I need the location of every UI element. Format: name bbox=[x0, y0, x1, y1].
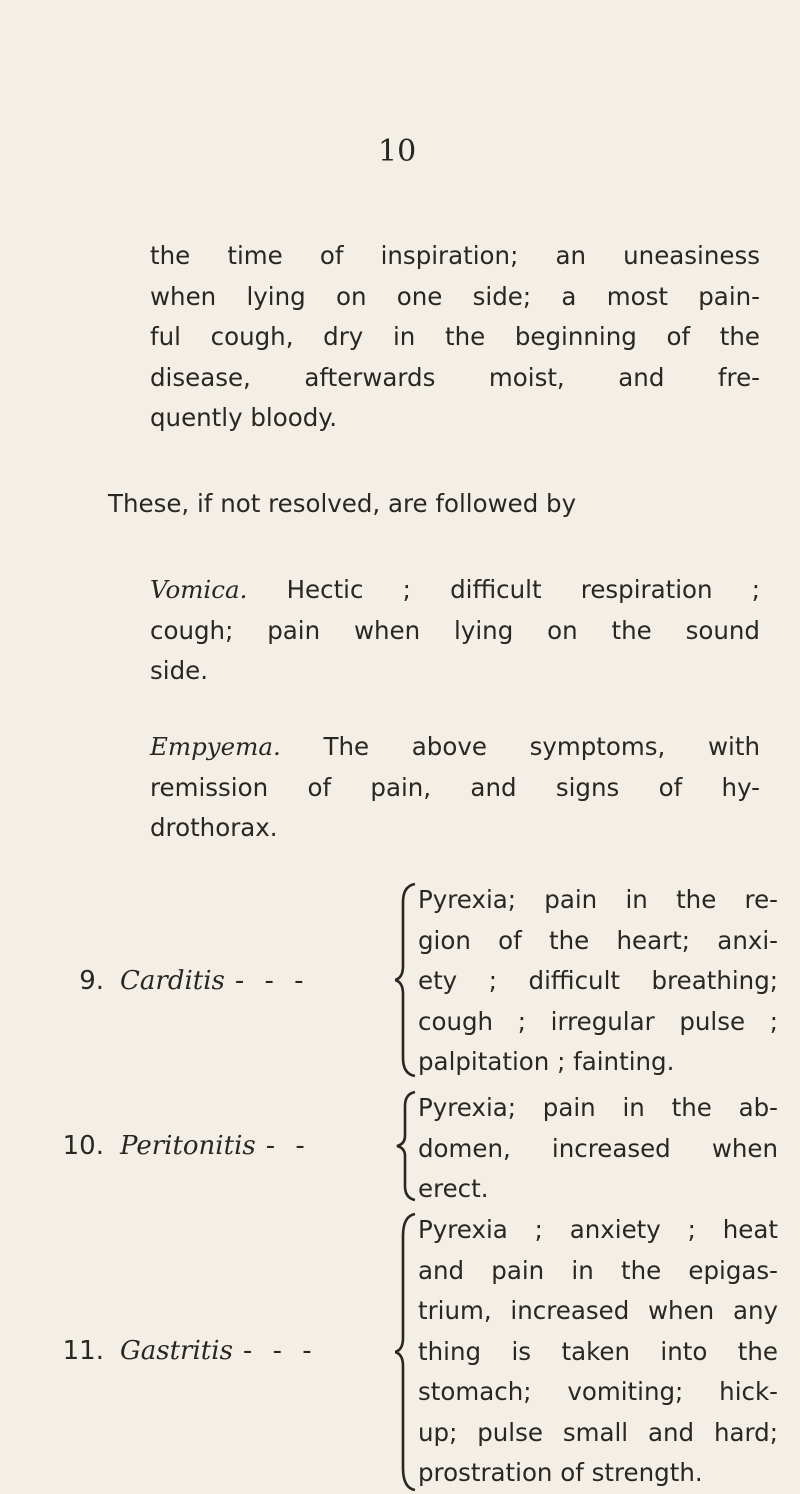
text-line: disease, afterwards moist, and fre- bbox=[150, 362, 760, 392]
entry-description bbox=[418, 1088, 778, 1210]
text-line: the time of inspiration; an uneasiness bbox=[150, 241, 760, 270]
text-line: gion of the heart; anxi- bbox=[418, 925, 778, 955]
text-fragment: Hectic ; difficult respiration ; bbox=[286, 575, 760, 604]
entry-number: 11. bbox=[62, 1336, 104, 1366]
text-line: domen, increased when bbox=[418, 1133, 778, 1163]
brace-icon bbox=[395, 1212, 417, 1492]
text-line: Pyrexia ; anxiety ; heat bbox=[418, 1215, 778, 1244]
paragraph-followed-by: These, if not resolved, are followed by bbox=[108, 489, 577, 518]
term-vomica: Vomica. bbox=[150, 575, 248, 604]
entry-name: Gastritis bbox=[120, 1336, 233, 1366]
paragraph-vomica bbox=[150, 570, 760, 692]
entry-number: 9. bbox=[79, 966, 104, 996]
text-line: ety ; difficult breathing; bbox=[418, 966, 778, 995]
page-number: 10 bbox=[378, 134, 417, 169]
entry-dashes: - - bbox=[265, 1131, 311, 1161]
text-line: Pyrexia; pain in the re- bbox=[418, 885, 778, 914]
text-line: side. bbox=[150, 656, 208, 685]
entry-description bbox=[418, 880, 778, 1083]
text-line: and pain in the epigas- bbox=[418, 1255, 778, 1285]
text-line: stomach; vomiting; hick- bbox=[418, 1377, 778, 1406]
text-fragment: The above symptoms, with bbox=[323, 732, 760, 761]
text-line: up; pulse small and hard; bbox=[418, 1417, 778, 1447]
text-line: thing is taken into the bbox=[418, 1336, 778, 1366]
text-line: erect. bbox=[418, 1174, 489, 1203]
brace-icon bbox=[395, 882, 417, 1078]
entry-dashes: - - - bbox=[234, 966, 310, 996]
entry-name: Carditis bbox=[120, 966, 225, 996]
text-line bbox=[150, 570, 760, 611]
text-line: Pyrexia; pain in the ab- bbox=[418, 1093, 778, 1122]
text-line bbox=[150, 727, 760, 768]
text-line: ful cough, dry in the beginning of the bbox=[150, 322, 760, 351]
text-line: drothorax. bbox=[150, 813, 278, 842]
entry-label bbox=[48, 1131, 311, 1161]
paragraph-empyema bbox=[150, 727, 760, 849]
text-line: quently bloody. bbox=[150, 403, 338, 432]
brace-icon bbox=[395, 1090, 417, 1202]
text-line: prostration of strength. bbox=[418, 1458, 703, 1487]
term-empyema: Empyema. bbox=[150, 732, 281, 761]
text-line: cough ; irregular pulse ; bbox=[418, 1006, 778, 1036]
entry-number: 10. bbox=[62, 1131, 104, 1161]
entry-name: Peritonitis bbox=[120, 1131, 256, 1161]
text-line: palpitation ; fainting. bbox=[418, 1047, 675, 1076]
text-line: trium, increased when any bbox=[418, 1296, 778, 1325]
text-line: cough; pain when lying on the sound bbox=[150, 615, 760, 645]
entry-label bbox=[48, 1336, 318, 1366]
text-line: when lying on one side; a most pain- bbox=[150, 281, 760, 311]
entry-dashes: - - - bbox=[242, 1336, 318, 1366]
text-line: remission of pain, and signs of hy- bbox=[150, 772, 760, 802]
paragraph-inspiration bbox=[150, 236, 760, 439]
entry-label bbox=[48, 966, 310, 996]
